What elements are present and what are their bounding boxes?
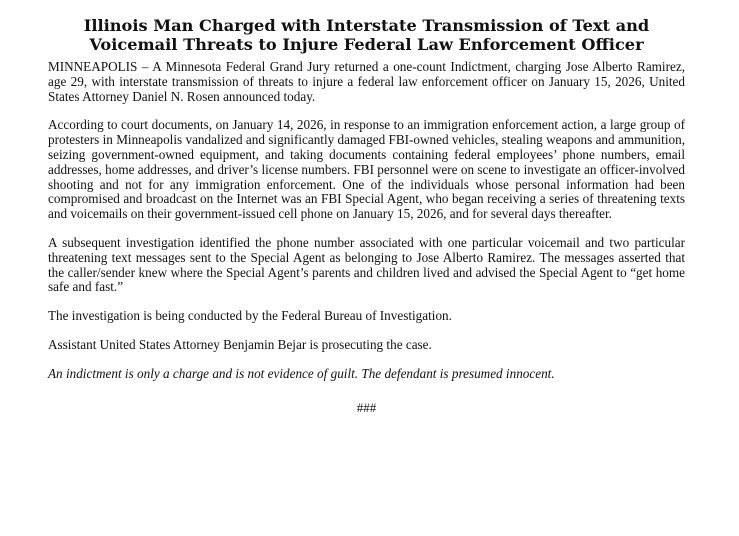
end-mark: ### bbox=[356, 399, 377, 415]
page-title bbox=[48, 16, 685, 54]
paragraph-court-documents: According to court documents, on January 14, 2026, in response to an immigration enforcement action, a large group of protesters in Minneapolis vandalized and significantly damaged FBI-owned vehicles, stealing weapons and ammunition, seizing government-owned equipment, and taking documents containing federal employees’ phone numbers, email addresses, home addresses, and driver’s license numbers. FBI personnel were on scene to investigate an officer-involved shooting and not for any immigration enforcement. One of the individuals whose personal information had been compromised and broadcast on the Internet was an FBI Special Agent, who began receiving a series of threatening texts and voicemails on their government-issued cell phone on January 15, 2026, and for several days thereafter. bbox=[48, 117, 685, 222]
paragraph-prosecutor: Assistant United States Attorney Benjamin Bejar is prosecuting the case. bbox=[48, 336, 432, 352]
paragraph-investigation: A subsequent investigation identified the phone number associated with one particular voicemail and two particular threatening text messages sent to the Special Agent as belonging to Jose Alberto Ramirez. The messages asserted that the caller/sender knew where the Special Agent’s parents and children lived and advised the Special Agent to “get home safe and fast.” bbox=[48, 234, 685, 295]
paragraph-lead: MINNEAPOLIS – A Minnesota Federal Grand Jury returned a one-count Indictment, charging Jose Alberto Ramirez, age 29, with interstate transmission of threats to injure a federal law enforcement officer on January 15, 2026, United States Attorney Daniel N. Rosen announced today. bbox=[48, 59, 685, 104]
paragraph-investigating-agency: The investigation is being conducted by the Federal Bureau of Investigation. bbox=[48, 308, 452, 324]
title-line-2: Voicemail Threats to Injure Federal Law Enforcement Officer bbox=[89, 35, 644, 54]
title-line-1: Illinois Man Charged with Interstate Transmission of Text and bbox=[83, 16, 650, 35]
disclaimer-text: An indictment is only a charge and is not evidence of guilt. The defendant is presumed innocent. bbox=[48, 365, 555, 381]
